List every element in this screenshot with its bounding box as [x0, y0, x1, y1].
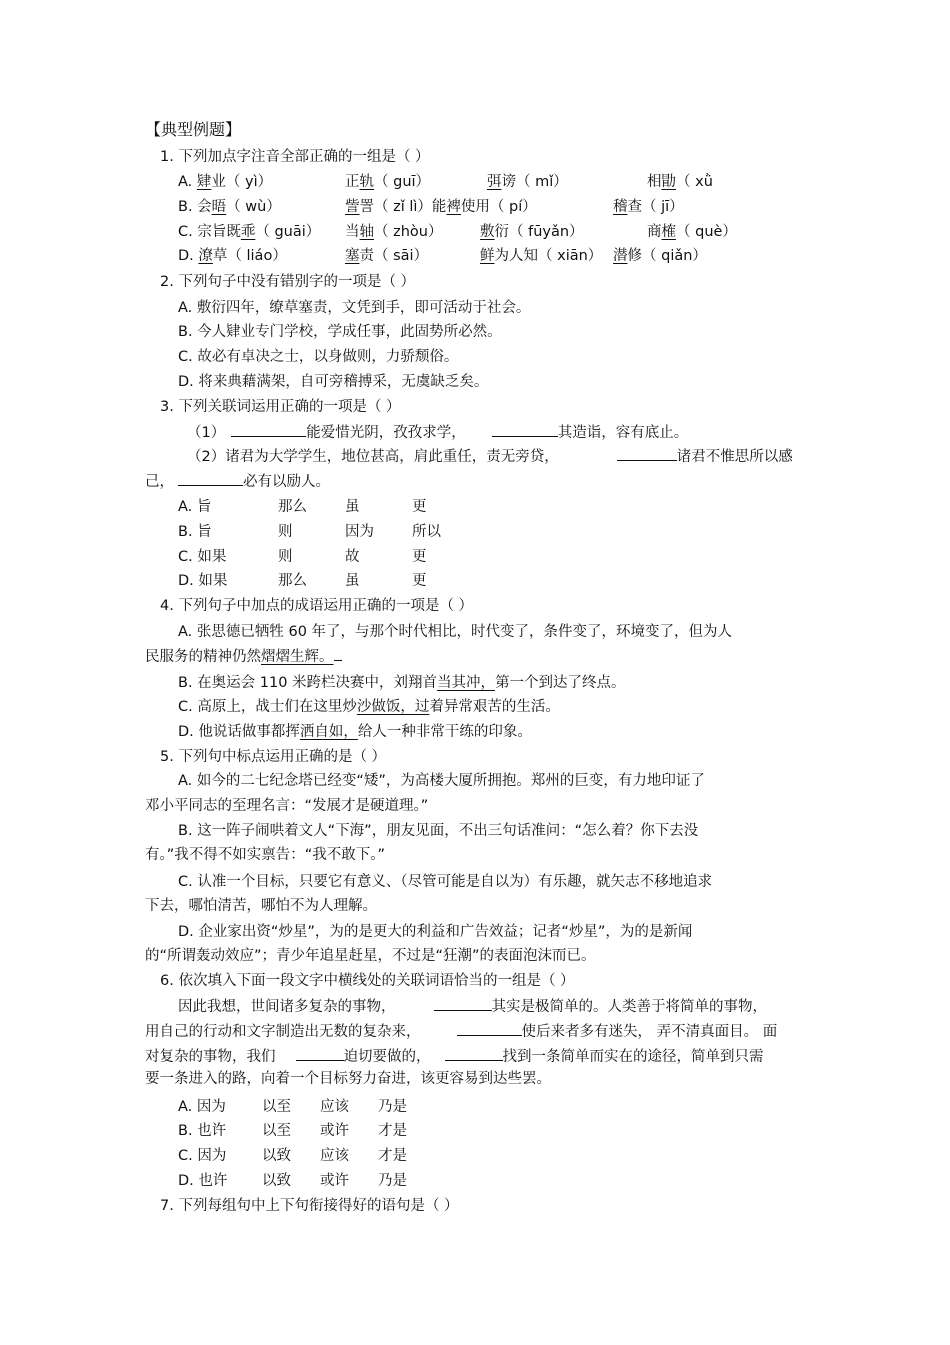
- q6-option-c-3: 应该: [320, 1148, 349, 1164]
- q6-option-d-1: D. 也许: [178, 1173, 228, 1189]
- blank-line: [334, 647, 342, 661]
- q6-passage-line-1: 因此我想，世间诸多复杂的事物， 其实是极简单的。人类善于将简单的事物，: [178, 996, 767, 1016]
- question-6-stem: 6. 依次填入下面一段文字中横线处的关联词语恰当的一组是（ ）: [160, 973, 575, 989]
- q5-option-b-cont: 有。”我不得不如实禀告：“我不敢下。”: [145, 847, 386, 863]
- q6-option-a-3: 应该: [320, 1099, 349, 1115]
- q3-option-c-1: C. 如果: [178, 549, 227, 565]
- section-heading: 【典型例题】: [145, 120, 242, 139]
- q6-option-d-3: 或许: [320, 1173, 349, 1189]
- q6-passage-line-4: 要一条进入的路，向着一个目标努力奋进，该更容易到达些罢。: [145, 1071, 551, 1087]
- q1-option-d-word2: 塞责（ sāi）: [345, 248, 429, 264]
- q2-option-a: A. 敷衍四年，缭草塞责，文凭到手，即可活动于社会。: [178, 300, 531, 316]
- question-1-stem: 1. 下列加点字注音全部正确的一组是（ ）: [160, 149, 430, 165]
- q6-option-b-4: 才是: [378, 1123, 407, 1139]
- q3-sentence-1: （1） 能爱惜光阴，孜孜求学， 其造诣，容有底止。: [187, 422, 688, 442]
- q3-option-c-2: 则: [278, 549, 293, 565]
- q5-option-c-cont: 下去，哪怕清苦，哪怕不为人理解。: [145, 898, 377, 914]
- q6-option-a-1: A. 因为: [178, 1099, 226, 1115]
- q3-sentence-2-cont: 己， 必有以励人。: [145, 471, 330, 491]
- q6-option-a-4: 乃是: [378, 1099, 407, 1115]
- q1-option-b-word4: 稽查（ jī）: [613, 199, 684, 215]
- blank-line: [296, 1046, 344, 1061]
- q3-option-a-3: 虽: [345, 499, 360, 515]
- q6-option-b-2: 以至: [262, 1123, 291, 1139]
- q3-option-d-3: 虽: [345, 573, 360, 589]
- q1-option-b-word1: B. 会晤（ wù）: [178, 199, 281, 215]
- q1-option-d-word1: D. 潦草（ liáo）: [178, 248, 287, 264]
- q1-option-c-word2: 当轴（ zhòu）: [345, 224, 443, 240]
- q3-sentence-2: （2）诸君为大学学生，地位甚高，肩此重任，责无旁贷， 诸君不惟思所以感: [187, 446, 793, 466]
- q6-option-b-1: B. 也许: [178, 1123, 227, 1139]
- q4-option-a: A. 张思德已牺牲 60 年了，与那个时代相比，时代变了，条件变了，环境变了，但为人: [178, 624, 733, 640]
- question-2-stem: 2. 下列句子中没有错别字的一项是（ ）: [160, 274, 416, 290]
- question-5-stem: 5. 下列句中标点运用正确的是（ ）: [160, 749, 387, 765]
- q3-option-d-1: D. 如果: [178, 573, 228, 589]
- q3-option-b-1: B. 旨: [178, 524, 212, 540]
- blank-line: [231, 422, 306, 437]
- q3-option-b-2: 则: [278, 524, 293, 540]
- blank-line: [445, 1046, 503, 1061]
- q3-option-c-4: 更: [412, 549, 427, 565]
- blank-line: [178, 471, 243, 486]
- q5-option-c: C. 认准一个目标，只要它有意义、（尽管可能是自以为）有乐趣，就矢志不移地追求: [178, 874, 713, 890]
- q6-option-c-1: C. 因为: [178, 1148, 227, 1164]
- q6-option-b-3: 或许: [320, 1123, 349, 1139]
- q1-option-c-word4: 商榷（ què）: [647, 224, 737, 240]
- question-4-stem: 4. 下列句子中加点的成语运用正确的一项是（ ）: [160, 598, 474, 614]
- q1-option-a-word4: 相勖（ xǜ: [647, 174, 713, 190]
- q2-option-c: C. 故必有卓决之士，以身做则，力骄颓俗。: [178, 349, 459, 365]
- blank-line: [617, 446, 677, 461]
- q3-option-b-3: 因为: [345, 524, 374, 540]
- blank-line: [434, 996, 492, 1011]
- q5-option-d-cont: 的“所谓轰动效应”；青少年追星赶星，不过是“狂潮”的表面泡沫而已。: [145, 948, 596, 964]
- q6-passage-line-3: 对复杂的事物，我们 迫切要做的， 找到一条简单而实在的途径，简单到只需: [145, 1046, 764, 1066]
- q3-option-d-4: 更: [412, 573, 427, 589]
- q6-option-a-2: 以至: [262, 1099, 291, 1115]
- q4-option-c: C. 高原上，战士们在这里炒沙做饭，过着异常艰苦的生活。: [178, 699, 560, 715]
- q3-option-a-1: A. 旨: [178, 499, 212, 515]
- q3-option-c-3: 故: [345, 549, 360, 565]
- q1-option-d-word3: 鲜为人知（ xiān）: [480, 248, 603, 264]
- q3-option-a-4: 更: [412, 499, 427, 515]
- q5-option-b: B. 这一阵子闹哄着文人“下海”，朋友见面，不出三句话准问：“怎么着？你下去没: [178, 823, 699, 839]
- q1-option-b-word2: 訾詈（ zǐ lì）能裨使用（ pí）: [345, 199, 537, 215]
- q3-option-d-2: 那么: [278, 573, 307, 589]
- q2-option-d: D. 将来典藉满架，自可旁稽搏采，无虞缺乏矣。: [178, 374, 489, 390]
- q4-option-a-cont: 民服务的精神仍然熠熠生辉。: [145, 647, 342, 666]
- blank-line: [492, 422, 558, 437]
- q1-option-a-word3: 弭谤（ mǐ）: [487, 174, 568, 190]
- q1-option-c-word1: C. 宗旨既乖（ guāi）: [178, 224, 321, 240]
- q6-passage-line-2: 用自己的行动和文字制造出无数的复杂来， 使后来者多有迷失， 弄不清真面目。 面: [145, 1021, 777, 1041]
- q5-option-a: A. 如今的二七纪念塔已经变“矮”，为高楼大厦所拥抱。郑州的巨变，有力地印证了: [178, 773, 705, 789]
- q6-option-d-2: 以致: [262, 1173, 291, 1189]
- q1-option-a-word1: A. 肄业（ yì）: [178, 174, 273, 190]
- question-7-stem: 7. 下列每组句中上下句衔接得好的语句是（ ）: [160, 1198, 459, 1214]
- q4-option-b: B. 在奥运会 110 米跨栏决赛中，刘翔首当其冲，第一个到达了终点。: [178, 675, 626, 691]
- q1-option-c-word3: 敷衍（ fūyǎn）: [480, 224, 584, 240]
- q3-option-b-4: 所以: [412, 524, 441, 540]
- q1-option-a-word2: 正轨（ guī）: [345, 174, 431, 190]
- q2-option-b: B. 今人肄业专门学校，学成任事，此固势所必然。: [178, 324, 502, 340]
- q5-option-d: D. 企业家出资“炒星”，为的是更大的利益和广告效益；记者“炒星”，为的是新闻: [178, 924, 693, 940]
- q6-option-c-4: 才是: [378, 1148, 407, 1164]
- q4-option-d: D. 他说话做事都挥洒自如，给人一种非常干练的印象。: [178, 724, 532, 740]
- q5-option-a-cont: 邓小平同志的至理名言：“发展才是硬道理。”: [145, 798, 429, 814]
- q3-option-a-2: 那么: [278, 499, 307, 515]
- blank-line: [457, 1021, 522, 1036]
- q1-option-d-word4: 潜修（ qiǎn）: [613, 248, 707, 264]
- q6-option-c-2: 以致: [262, 1148, 291, 1164]
- question-3-stem: 3. 下列关联词运用正确的一项是（ ）: [160, 399, 401, 415]
- q6-option-d-4: 乃是: [378, 1173, 407, 1189]
